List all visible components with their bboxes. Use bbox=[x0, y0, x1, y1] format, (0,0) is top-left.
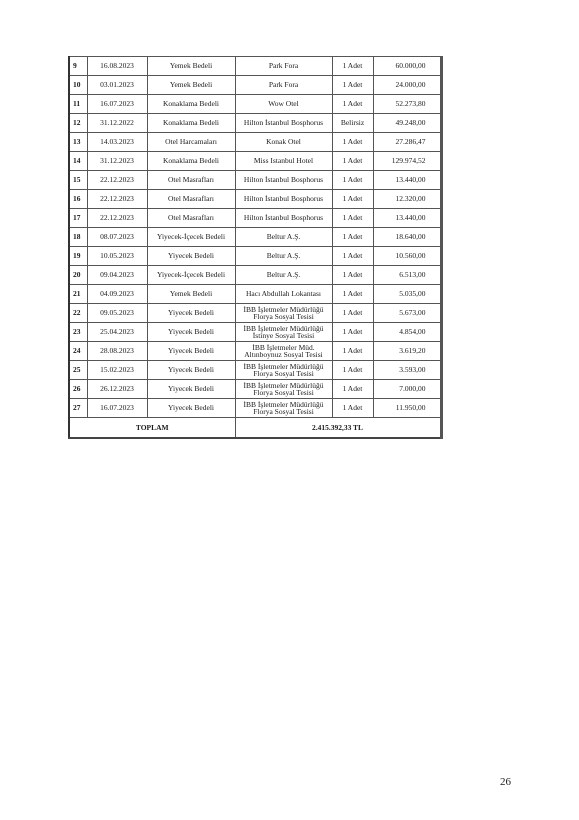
row-number: 21 bbox=[69, 285, 87, 304]
row-number: 23 bbox=[69, 323, 87, 342]
row-place-line: Hilton İstanbul Bosphorus bbox=[243, 213, 324, 222]
row-place bbox=[235, 114, 332, 133]
total-label: TOPLAM bbox=[69, 418, 235, 439]
row-number: 18 bbox=[69, 228, 87, 247]
total-amount: 2.415.392,33 TL bbox=[235, 418, 441, 439]
row-place-line: İBB İşletmeler Müdürlüğü bbox=[243, 323, 324, 333]
row-amount: 60.000,00 bbox=[373, 57, 441, 76]
row-expense-type: Yiyecek Bedeli bbox=[147, 323, 235, 342]
row-expense-type: Yiyecek Bedeli bbox=[147, 342, 235, 361]
row-expense-type: Yiyecek Bedeli bbox=[147, 247, 235, 266]
row-place-line: İBB İşletmeler Müdürlüğü bbox=[243, 304, 324, 314]
row-place-line: Hilton İstanbul Bosphorus bbox=[243, 194, 324, 203]
row-date: 14.03.2023 bbox=[87, 133, 147, 152]
row-quantity: 1 Adet bbox=[332, 266, 373, 285]
table-row bbox=[69, 266, 441, 285]
row-date: 04.09.2023 bbox=[87, 285, 147, 304]
table-row bbox=[69, 247, 441, 266]
row-expense-type: Otel Masrafları bbox=[147, 171, 235, 190]
row-expense-type: Yiyecek Bedeli bbox=[147, 361, 235, 380]
row-place-line: Altınboynuz Sosyal Tesisi bbox=[244, 350, 323, 359]
row-amount: 6.513,00 bbox=[373, 266, 441, 285]
expense-table bbox=[68, 56, 443, 439]
row-place bbox=[235, 228, 332, 247]
row-number: 19 bbox=[69, 247, 87, 266]
row-amount: 129.974,52 bbox=[373, 152, 441, 171]
row-date: 08.07.2023 bbox=[87, 228, 147, 247]
row-place bbox=[235, 342, 332, 361]
row-number: 22 bbox=[69, 304, 87, 323]
row-number: 20 bbox=[69, 266, 87, 285]
row-expense-type: Yemek Bedeli bbox=[147, 57, 235, 76]
row-place bbox=[235, 209, 332, 228]
row-date: 22.12.2023 bbox=[87, 209, 147, 228]
row-place-line: Florya Sosyal Tesisi bbox=[253, 407, 314, 416]
row-place bbox=[235, 247, 332, 266]
row-expense-type: Otel Masrafları bbox=[147, 190, 235, 209]
row-number: 14 bbox=[69, 152, 87, 171]
table-row bbox=[69, 209, 441, 228]
table-row bbox=[69, 380, 441, 399]
row-quantity: Belirsiz bbox=[332, 114, 373, 133]
table-row bbox=[69, 190, 441, 209]
table-row bbox=[69, 399, 441, 418]
row-place-line: Wow Otel bbox=[268, 99, 299, 108]
row-number: 11 bbox=[69, 95, 87, 114]
row-expense-type: Yiyecek-İçecek Bedeli bbox=[147, 266, 235, 285]
row-expense-type: Yiyecek Bedeli bbox=[147, 399, 235, 418]
row-quantity: 1 Adet bbox=[332, 304, 373, 323]
table-row bbox=[69, 171, 441, 190]
row-date: 10.05.2023 bbox=[87, 247, 147, 266]
row-place-line: Florya Sosyal Tesisi bbox=[253, 369, 314, 378]
row-amount: 13.440,00 bbox=[373, 171, 441, 190]
row-number: 24 bbox=[69, 342, 87, 361]
row-number: 16 bbox=[69, 190, 87, 209]
row-date: 22.12.2023 bbox=[87, 171, 147, 190]
row-place-line: Florya Sosyal Tesisi bbox=[253, 312, 314, 321]
row-amount: 49.248,00 bbox=[373, 114, 441, 133]
row-place bbox=[235, 361, 332, 380]
row-amount: 27.286,47 bbox=[373, 133, 441, 152]
row-quantity: 1 Adet bbox=[332, 152, 373, 171]
row-amount: 18.640,00 bbox=[373, 228, 441, 247]
table-row bbox=[69, 228, 441, 247]
row-place-line: Hacı Abdullah Lokantası bbox=[246, 289, 321, 298]
row-date: 09.05.2023 bbox=[87, 304, 147, 323]
row-date: 25.04.2023 bbox=[87, 323, 147, 342]
row-quantity: 1 Adet bbox=[332, 133, 373, 152]
row-place-line: İBB İşletmeler Müd. bbox=[252, 342, 315, 352]
row-place-line: Florya Sosyal Tesisi bbox=[253, 388, 314, 397]
row-expense-type: Otel Harcamaları bbox=[147, 133, 235, 152]
row-amount: 5.673,00 bbox=[373, 304, 441, 323]
row-amount: 13.440,00 bbox=[373, 209, 441, 228]
row-place bbox=[235, 380, 332, 399]
row-place-line: Park Fora bbox=[268, 80, 299, 89]
row-date: 09.04.2023 bbox=[87, 266, 147, 285]
table-row bbox=[69, 152, 441, 171]
row-amount: 3.619,20 bbox=[373, 342, 441, 361]
row-expense-type: Otel Masrafları bbox=[147, 209, 235, 228]
row-quantity: 1 Adet bbox=[332, 95, 373, 114]
row-number: 13 bbox=[69, 133, 87, 152]
row-place bbox=[235, 76, 332, 95]
row-date: 31.12.2022 bbox=[87, 114, 147, 133]
row-place-line: İBB İşletmeler Müdürlüğü bbox=[243, 361, 324, 371]
row-quantity: 1 Adet bbox=[332, 190, 373, 209]
row-quantity: 1 Adet bbox=[332, 380, 373, 399]
row-place bbox=[235, 266, 332, 285]
row-quantity: 1 Adet bbox=[332, 285, 373, 304]
table-row bbox=[69, 95, 441, 114]
table-row bbox=[69, 76, 441, 95]
row-place-line: Beltur A.Ş. bbox=[266, 251, 301, 260]
row-amount: 12.320,00 bbox=[373, 190, 441, 209]
row-date: 22.12.2023 bbox=[87, 190, 147, 209]
row-place-line: Hilton İstanbul Bosphorus bbox=[243, 118, 324, 127]
row-date: 03.01.2023 bbox=[87, 76, 147, 95]
row-quantity: 1 Adet bbox=[332, 323, 373, 342]
table-row bbox=[69, 114, 441, 133]
row-expense-type: Yiyecek-İçecek Bedeli bbox=[147, 228, 235, 247]
row-amount: 11.950,00 bbox=[373, 399, 441, 418]
row-quantity: 1 Adet bbox=[332, 76, 373, 95]
row-place bbox=[235, 57, 332, 76]
row-number: 27 bbox=[69, 399, 87, 418]
row-quantity: 1 Adet bbox=[332, 209, 373, 228]
row-place bbox=[235, 285, 332, 304]
row-number: 25 bbox=[69, 361, 87, 380]
row-quantity: 1 Adet bbox=[332, 399, 373, 418]
expense-table-body bbox=[69, 57, 441, 418]
row-number: 17 bbox=[69, 209, 87, 228]
table-row bbox=[69, 361, 441, 380]
row-quantity: 1 Adet bbox=[332, 342, 373, 361]
row-number: 10 bbox=[69, 76, 87, 95]
row-expense-type: Yemek Bedeli bbox=[147, 76, 235, 95]
row-place bbox=[235, 152, 332, 171]
row-place-line: Miss Istanbul Hotel bbox=[253, 156, 314, 165]
row-place-line: İBB İşletmeler Müdürlüğü bbox=[243, 399, 324, 409]
table-row bbox=[69, 133, 441, 152]
row-place-line: İstinye Sosyal Tesisi bbox=[252, 331, 315, 340]
row-date: 31.12.2023 bbox=[87, 152, 147, 171]
table-row bbox=[69, 57, 441, 76]
row-amount: 52.273,80 bbox=[373, 95, 441, 114]
row-place bbox=[235, 133, 332, 152]
row-expense-type: Konaklama Bedeli bbox=[147, 95, 235, 114]
row-place bbox=[235, 95, 332, 114]
row-amount: 5.035,00 bbox=[373, 285, 441, 304]
row-date: 16.08.2023 bbox=[87, 57, 147, 76]
table-row bbox=[69, 342, 441, 361]
row-date: 16.07.2023 bbox=[87, 95, 147, 114]
row-quantity: 1 Adet bbox=[332, 57, 373, 76]
row-date: 16.07.2023 bbox=[87, 399, 147, 418]
row-place bbox=[235, 171, 332, 190]
table-row bbox=[69, 323, 441, 342]
row-expense-type: Yiyecek Bedeli bbox=[147, 380, 235, 399]
row-number: 12 bbox=[69, 114, 87, 133]
row-expense-type: Konaklama Bedeli bbox=[147, 114, 235, 133]
page-number: 26 bbox=[500, 776, 511, 788]
row-date: 26.12.2023 bbox=[87, 380, 147, 399]
row-place-line: Konak Otel bbox=[266, 137, 301, 146]
row-amount: 24.000,00 bbox=[373, 76, 441, 95]
row-quantity: 1 Adet bbox=[332, 361, 373, 380]
row-place bbox=[235, 323, 332, 342]
table-row bbox=[69, 285, 441, 304]
row-number: 26 bbox=[69, 380, 87, 399]
row-quantity: 1 Adet bbox=[332, 171, 373, 190]
row-amount: 4.854,00 bbox=[373, 323, 441, 342]
row-place bbox=[235, 304, 332, 323]
row-date: 28.08.2023 bbox=[87, 342, 147, 361]
row-place bbox=[235, 190, 332, 209]
row-expense-type: Yiyecek Bedeli bbox=[147, 304, 235, 323]
row-amount: 7.000,00 bbox=[373, 380, 441, 399]
row-place-line: Park Fora bbox=[268, 61, 299, 70]
row-place-line: İBB İşletmeler Müdürlüğü bbox=[243, 380, 324, 390]
row-place-line: Beltur A.Ş. bbox=[266, 270, 301, 279]
row-expense-type: Konaklama Bedeli bbox=[147, 152, 235, 171]
row-quantity: 1 Adet bbox=[332, 228, 373, 247]
row-number: 15 bbox=[69, 171, 87, 190]
row-place-line: Beltur A.Ş. bbox=[266, 232, 301, 241]
row-place-line: Hilton İstanbul Bosphorus bbox=[243, 175, 324, 184]
row-date: 15.02.2023 bbox=[87, 361, 147, 380]
total-row bbox=[69, 418, 441, 439]
row-expense-type: Yemek Bedeli bbox=[147, 285, 235, 304]
row-place bbox=[235, 399, 332, 418]
row-quantity: 1 Adet bbox=[332, 247, 373, 266]
table-row bbox=[69, 304, 441, 323]
row-amount: 3.593,00 bbox=[373, 361, 441, 380]
row-number: 9 bbox=[69, 57, 87, 76]
row-amount: 10.560,00 bbox=[373, 247, 441, 266]
